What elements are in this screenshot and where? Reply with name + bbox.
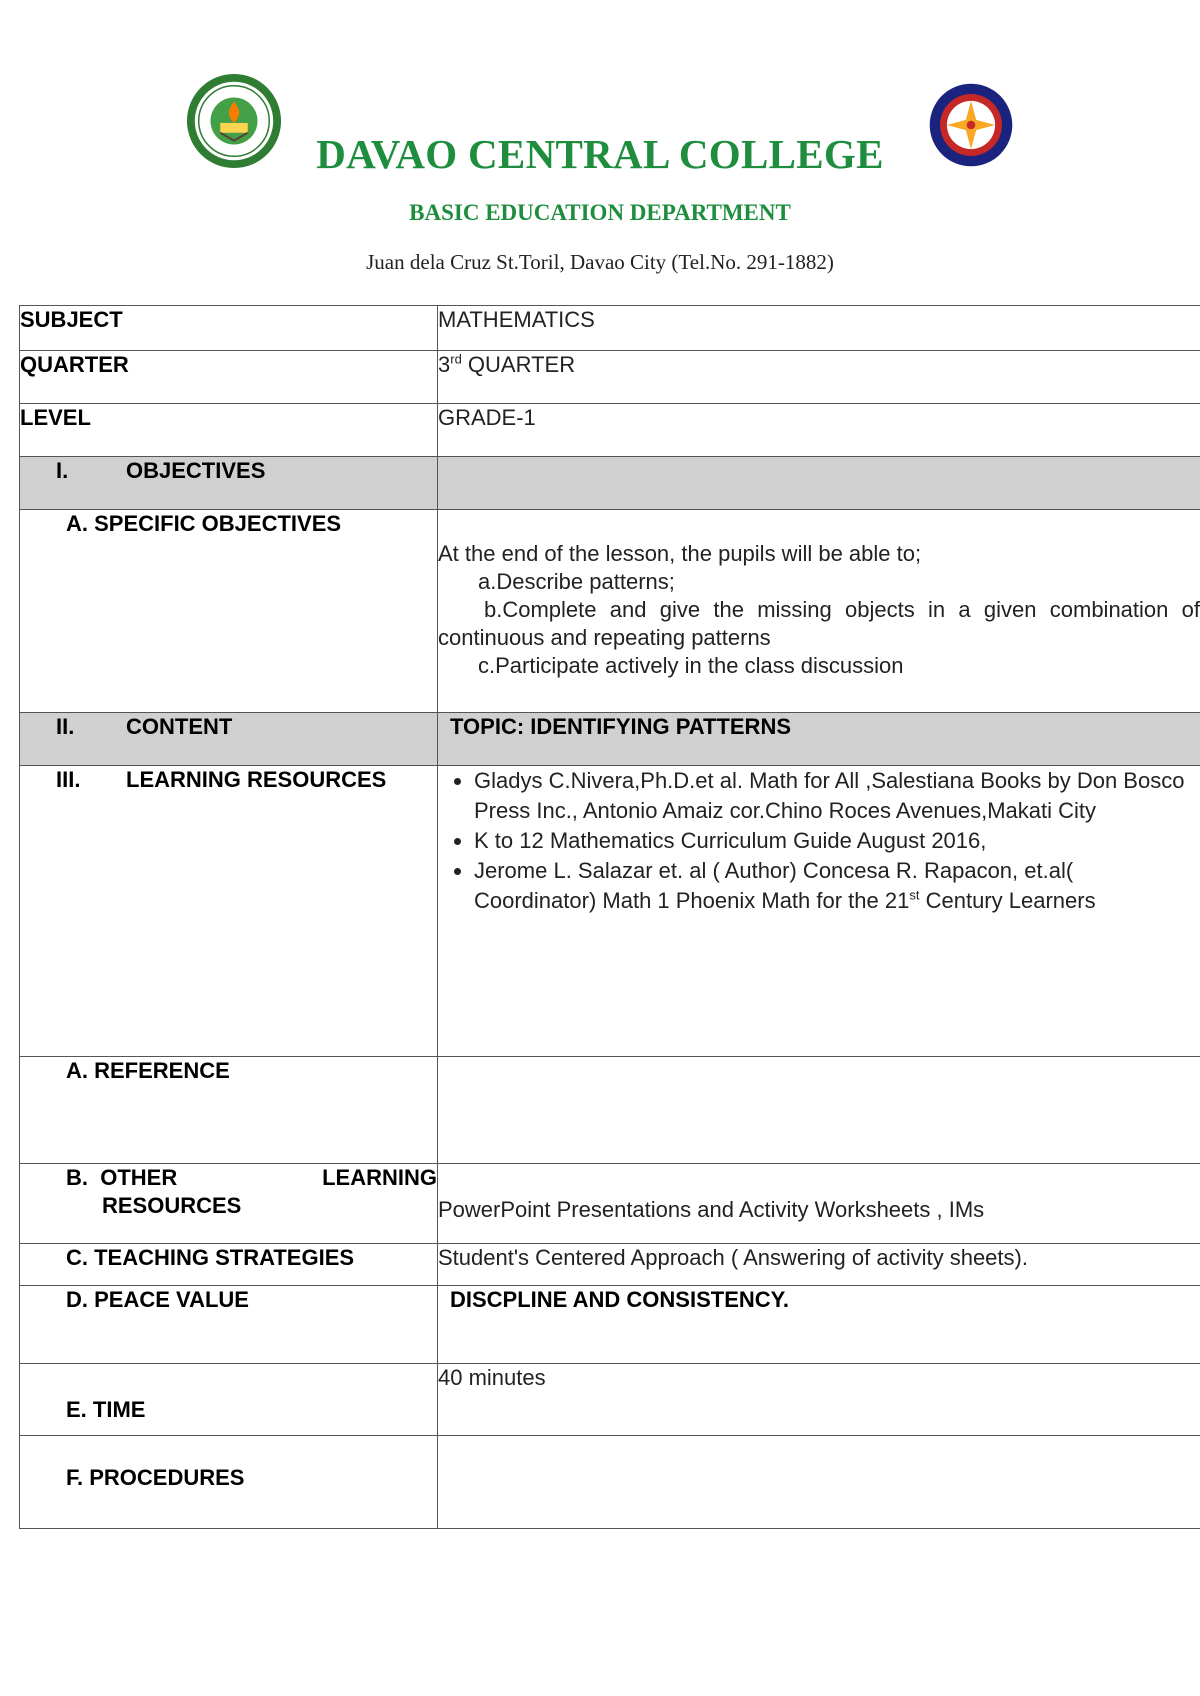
objectives-value-cell [438,457,1200,510]
objective-c: c.Participate actively in the class discussion [478,653,904,678]
resources-label: LEARNING RESOURCES [126,767,387,792]
learning-resources-row [20,766,1200,1057]
reference-label: A. REFERENCE [20,1057,438,1164]
reference-row [20,1057,1200,1164]
department-name: BASIC EDUCATION DEPARTMENT [409,200,791,225]
resources-bullet-list [438,766,1200,916]
quarter-label: QUARTER [20,351,438,404]
time-row [20,1364,1200,1436]
resource-item: • K to 12 Mathematics Curriculum Guide August 2016, [474,826,1200,856]
objectives-numeral: I. [56,458,69,483]
subject-row [20,306,1200,351]
resources-numeral: III. [56,767,81,792]
time-value: 40 minutes [438,1364,1200,1436]
college-address: Juan dela Cruz St.Toril, Davao City (Tel.No. 291-1882) [366,250,834,274]
college-name: DAVAO CENTRAL COLLEGE [316,131,884,177]
objectives-section-row [20,457,1200,510]
level-row [20,404,1200,457]
teaching-strategies-row [20,1244,1200,1286]
level-value: GRADE-1 [438,404,1200,457]
specific-objectives-label: A. SPECIFIC OBJECTIVES [20,510,438,713]
objectives-intro: At the end of the lesson, the pupils will be able to; [438,541,922,566]
objectives-heading [20,457,438,510]
peace-value-row [20,1286,1200,1364]
reference-value [438,1057,1200,1164]
lesson-plan-table [19,305,1200,1529]
quarter-number: 3 [438,352,451,377]
objectives-label: OBJECTIVES [126,458,266,483]
content-section-row [20,713,1200,766]
quarter-ordinal: rd [450,351,462,367]
other-resources-value: PowerPoint Presentations and Activity Worksheets , IMs [438,1164,1200,1244]
learning-resources-heading [20,766,438,1057]
quarter-value [438,351,1200,404]
objective-a: a.Describe patterns; [478,569,675,594]
procedures-label: F. PROCEDURES [20,1436,438,1529]
specific-objectives-value [438,510,1200,713]
content-heading [20,713,438,766]
quarter-row [20,351,1200,404]
content-numeral: II. [56,714,75,739]
other-resources-label: B. OTHER LEARNING RESOURCES [20,1164,438,1244]
specific-objectives-row [20,510,1200,713]
time-label: E. TIME [20,1364,438,1436]
resource-ordinal: st [909,887,920,903]
learning-resources-list [438,766,1200,1057]
other-resources-row [20,1164,1200,1244]
objective-b: b.Complete and give the missing objects in a given combination of continuous and repeating patterns [438,597,1200,650]
teaching-strategies-value: Student's Centered Approach ( Answering of activity sheets). [438,1244,1200,1286]
procedures-row [20,1436,1200,1529]
peace-value-text: DISCPLINE AND CONSISTENCY. [438,1286,1200,1364]
document-header [0,0,1200,300]
resource-item: • Jerome L. Salazar et. al ( Author) Concesa R. Rapacon, et.al( Coordinator) Math 1 Phoenix Math for the 21st Century Learners [474,856,1200,916]
subject-label: SUBJECT [20,306,438,351]
teaching-strategies-label: C. TEACHING STRATEGIES [20,1244,438,1286]
content-topic: TOPIC: IDENTIFYING PATTERNS [438,713,1200,766]
content-label: CONTENT [126,714,233,739]
quarter-word: QUARTER [461,352,576,377]
subject-value: MATHEMATICS [438,306,1200,351]
level-label: LEVEL [20,404,438,457]
procedures-value [438,1436,1200,1529]
peace-value-label: D. PEACE VALUE [20,1286,438,1364]
resource-item: • Gladys C.Nivera,Ph.D.et al. Math for All ,Salestiana Books by Don Bosco Press Inc., Antonio Amaiz cor.Chino Roces Avenues,Makati City [474,766,1200,826]
